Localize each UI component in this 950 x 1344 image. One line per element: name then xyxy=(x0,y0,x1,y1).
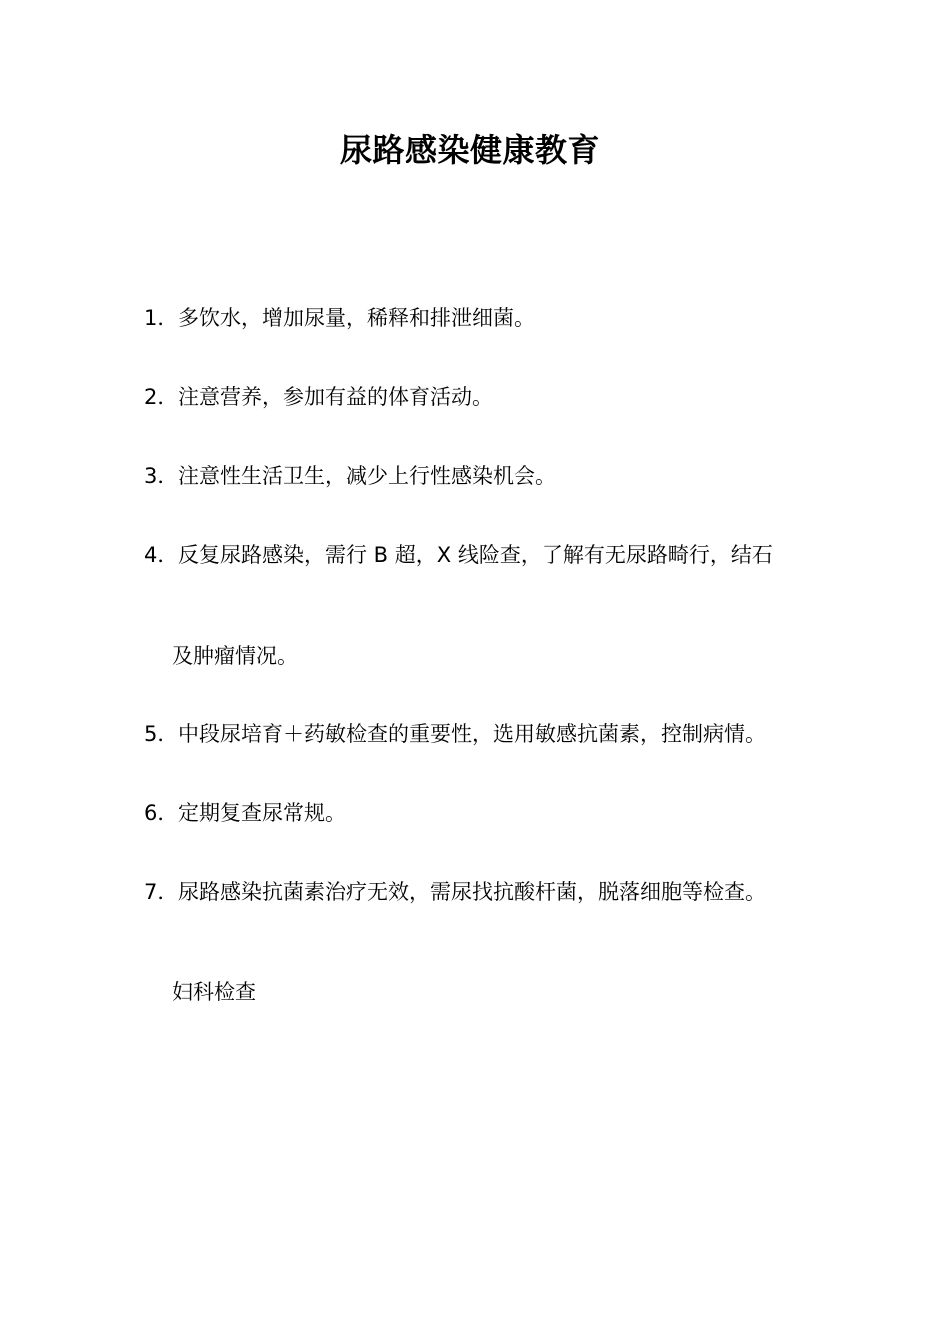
list-item-6 xyxy=(144,798,346,828)
item-text: 注意性生活卫生，减少上行性感染机会。 xyxy=(178,464,556,488)
item-number: 7． xyxy=(144,880,179,904)
list-item-4-continuation: 及肿瘤情况。 xyxy=(172,644,298,668)
item-text: 注意营养，参加有益的体育活动。 xyxy=(178,385,493,409)
list-item-7 xyxy=(144,877,766,907)
item-text: 多饮水，增加尿量，稀释和排泄细菌。 xyxy=(178,306,535,330)
item-text: 尿路感染抗菌素治疗无效，需尿找抗酸杆菌，脱落细胞等检查。 xyxy=(178,880,766,904)
list-item-5 xyxy=(144,719,766,749)
item-number: 1． xyxy=(144,306,179,330)
item-text: 反复尿路感染，需行 B 超，X 线险查，了解有无尿路畸行，结石 xyxy=(178,543,773,567)
item-number: 2． xyxy=(144,385,179,409)
document-title: 尿路感染健康教育 xyxy=(339,131,600,169)
item-text: 中段尿培育＋药敏检查的重要性，选用敏感抗菌素，控制病情。 xyxy=(178,722,766,746)
list-item-7-continuation: 妇科检查 xyxy=(172,980,256,1004)
item-number: 5． xyxy=(144,722,179,746)
list-item-2 xyxy=(144,382,493,412)
list-item-3 xyxy=(144,461,556,491)
list-item-4 xyxy=(144,540,773,570)
item-number: 4． xyxy=(144,543,179,567)
list-item-1 xyxy=(144,303,535,333)
item-number: 6． xyxy=(144,801,179,825)
item-number: 3． xyxy=(144,464,179,488)
item-text: 定期复查尿常规。 xyxy=(178,801,346,825)
